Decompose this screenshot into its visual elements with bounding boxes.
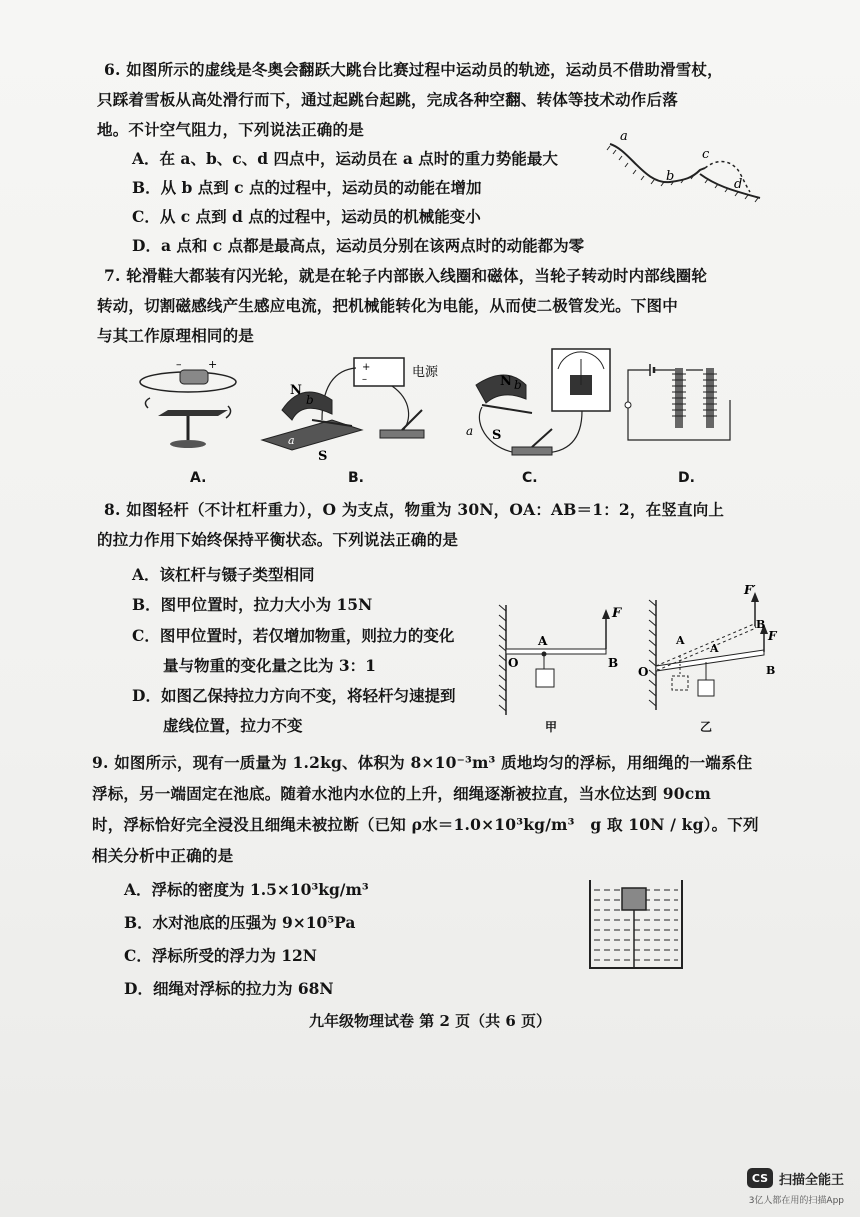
q6-line3: 地。不计空气阻力，下列说法正确的是 (97, 120, 364, 139)
q7-c-label-a: a (466, 424, 474, 438)
q8-line2: 的拉力作用下始终保持平衡状态。下列说法正确的是 (97, 530, 459, 549)
q8-jia-label-b: B (608, 656, 619, 670)
q8-option-d: D．如图乙保持拉力方向不变，将轻杆匀速提到 (132, 686, 456, 705)
scanner-logo-icon: CS (747, 1168, 773, 1188)
q9-line2: 浮标，另一端固定在池底。随着水池内水位的上升，细绳逐渐被拉直，当水位达到 90cm (92, 784, 712, 803)
page-footer: 九年级物理试卷 第 2 页（共 6 页） (309, 1012, 551, 1030)
q7-b-plus: + (362, 362, 371, 373)
q6-option-a: A．在 a、b、c、d 四点中，运动员在 a 点时的重力势能最大 (132, 149, 558, 168)
q7-label-b: B. (348, 470, 364, 486)
q9-option-b: B．水对池底的压强为 9×10⁵Pa (124, 913, 356, 932)
q6-line2: 只踩着雪板从高处滑行而下，通过起跳台起跳，完成各种空翻、转体等技术动作后落 (97, 90, 678, 109)
q8-option-c-cont: 量与物重的变化量之比为 3：1 (132, 656, 376, 675)
q6-label-b: b (666, 169, 675, 184)
q7-figure-d-electromagnets (620, 360, 740, 450)
scanner-name: 扫描全能王 (778, 1172, 844, 1188)
q7-b-north: N (290, 383, 302, 398)
q7-c-label-b: b (514, 378, 522, 392)
q8-jia-force-f: F (612, 606, 622, 621)
q7-b-south: S (318, 449, 328, 464)
q8-option-a: A．该杠杆与镊子类型相同 (132, 565, 315, 584)
q8-yi-label-a-top: A (676, 634, 685, 647)
q7-line3: 与其工作原理相同的是 (97, 326, 255, 345)
q7-a-minus: – (176, 358, 182, 371)
q7-label-d: D. (678, 470, 695, 486)
q9-line1: 9. 如图所示，现有一质量为 1.2kg、体积为 8×10⁻³m³ 质地均匀的浮标，用细绳的一端系住 (92, 753, 753, 772)
q9-line3: 时，浮标恰好完全浸没且细绳未被拉断（已知 ρ水＝1.0×10³kg/m³ g 取 10N / kg）。下列 (92, 815, 759, 834)
q7-label-a: A. (190, 470, 207, 486)
q8-yi-label-a: A (710, 642, 719, 655)
q8-option-d-cont: 虚线位置，拉力不变 (132, 716, 303, 735)
q8-jia-label-o: O (508, 656, 519, 670)
q9-line4: 相关分析中正确的是 (92, 846, 234, 865)
q8-yi-force-f-prime: F′ (744, 583, 756, 597)
q8-yi-force-f: F (768, 629, 777, 643)
q8-yi-label-o: O (638, 665, 649, 679)
scanner-tagline: 3亿人都在用的扫描App (748, 1196, 844, 1206)
scanner-watermark (747, 1168, 844, 1188)
q7-b-label-a: a (288, 434, 295, 447)
q9-option-c: C．浮标所受的浮力为 12N (124, 946, 317, 965)
q8-yi-label-b: B (766, 664, 776, 677)
q7-c-south: S (492, 428, 502, 443)
q7-b-minus: – (362, 374, 367, 385)
q8-line1: 8. 如图轻杆（不计杠杆重力），O 为支点，物重为 30N，OA：AB＝1：2，在竖直向上 (104, 500, 725, 519)
q6-label-a: a (620, 129, 628, 144)
q6-option-b: B．从 b 点到 c 点的过程中，运动员的动能在增加 (132, 178, 482, 197)
q9-figure-buoy-pool (586, 878, 686, 973)
q6-option-c: C．从 c 点到 d 点的过程中，运动员的机械能变小 (132, 207, 481, 226)
q7-figure-c-galvanometer (462, 345, 622, 465)
q8-jia-label-a: A (538, 634, 548, 648)
q7-figure-b-power-supply (262, 350, 462, 464)
q6-label-c: c (702, 147, 710, 162)
q7-a-plus: + (208, 358, 218, 371)
q8-figure-yi-lever (634, 583, 784, 730)
q6-line1: 6. 如图所示的虚线是冬奥会翻跃大跳台比赛过程中运动员的轨迹，运动员不借助滑雪杖， (104, 60, 723, 79)
q8-option-b: B．图甲位置时，拉力大小为 15N (132, 595, 373, 614)
q8-label-yi: 乙 (700, 720, 713, 734)
q7-b-label-b: b (306, 393, 314, 407)
q6-label-d: d (734, 177, 743, 192)
q8-option-c: C．图甲位置时，若仅增加物重，则拉力的变化 (132, 626, 455, 645)
q7-b-power-label: 电源 (412, 365, 439, 380)
q8-figure-jia-lever (494, 605, 624, 735)
q9-option-a: A．浮标的密度为 1.5×10³kg/m³ (124, 880, 369, 899)
q7-c-north: N (500, 374, 512, 389)
q6-ski-jump-figure (600, 130, 770, 210)
q7-label-c: C. (522, 470, 538, 486)
q7-line2: 转动，切割磁感线产生感应电流，把机械能转化为电能，从而使二极管发光。下图中 (97, 296, 678, 315)
q9-option-d: D．细绳对浮标的拉力为 68N (124, 979, 334, 998)
q7-line1: 7. 轮滑鞋大都装有闪光轮，就是在轮子内部嵌入线圈和磁体，当轮子转动时内部线圈轮 (104, 266, 708, 285)
q6-option-d: D．a 点和 c 点都是最高点，运动员分别在该两点时的动能都为零 (132, 236, 585, 255)
q7-figure-a-motor (128, 358, 248, 458)
q8-label-jia: 甲 (545, 720, 558, 734)
q8-yi-label-b-top: B (756, 618, 766, 631)
